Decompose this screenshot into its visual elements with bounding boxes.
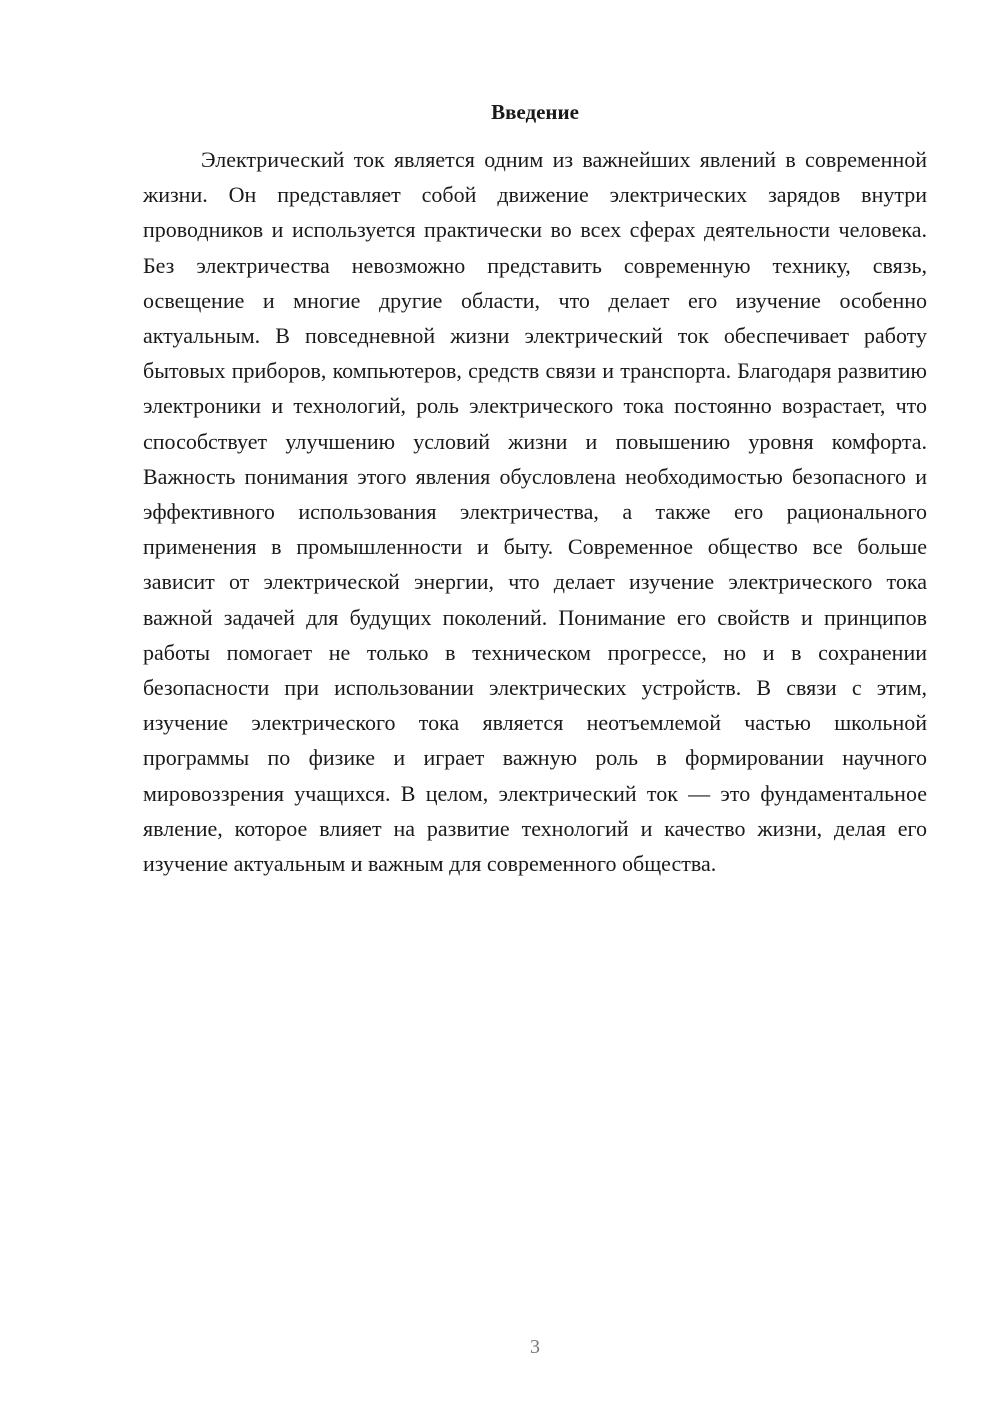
page-number: 3 <box>530 1336 540 1358</box>
section-heading: Введение <box>491 100 579 124</box>
body-paragraph: Электрический ток является одним из важнейших явлений в современной жизни. Он представляет собой движение электрических зарядов внутри проводников и используется практически во всех сферах деятельности человека. Без электричества невозможно представить современную технику, связь, освещение и многие другие области, что делает его изучение особенно актуальным. В повседневной жизни электрический ток обеспечивает работу бытовых приборов, компьютеров, средств связи и транспорта. Благодаря развитию электроники и технологий, роль электрического тока постоянно возрастает, что способствует улучшению условий жизни и повышению уровня комфорта. Важность понимания этого явления обусловлена необходимостью безопасного и эффективного использования электричества, а также его рационального применения в промышленности и быту. Современное общество все больше зависит от электрической энергии, что делает изучение электрического тока важной задачей для будущих поколений. Понимание его свойств и принципов работы помогает не только в техническом прогрессе, но и в сохранении безопасности при использовании электрических устройств. В связи с этим, изучение электрического тока является неотъемлемой частью школьной программы по физике и играет важную роль в формировании научного мировоззрения учащихся. В целом, электрический ток — это фундаментальное явление, которое влияет на развитие технологий и качество жизни, делая его изучение актуальным и важным для современного общества. <box>143 147 927 877</box>
